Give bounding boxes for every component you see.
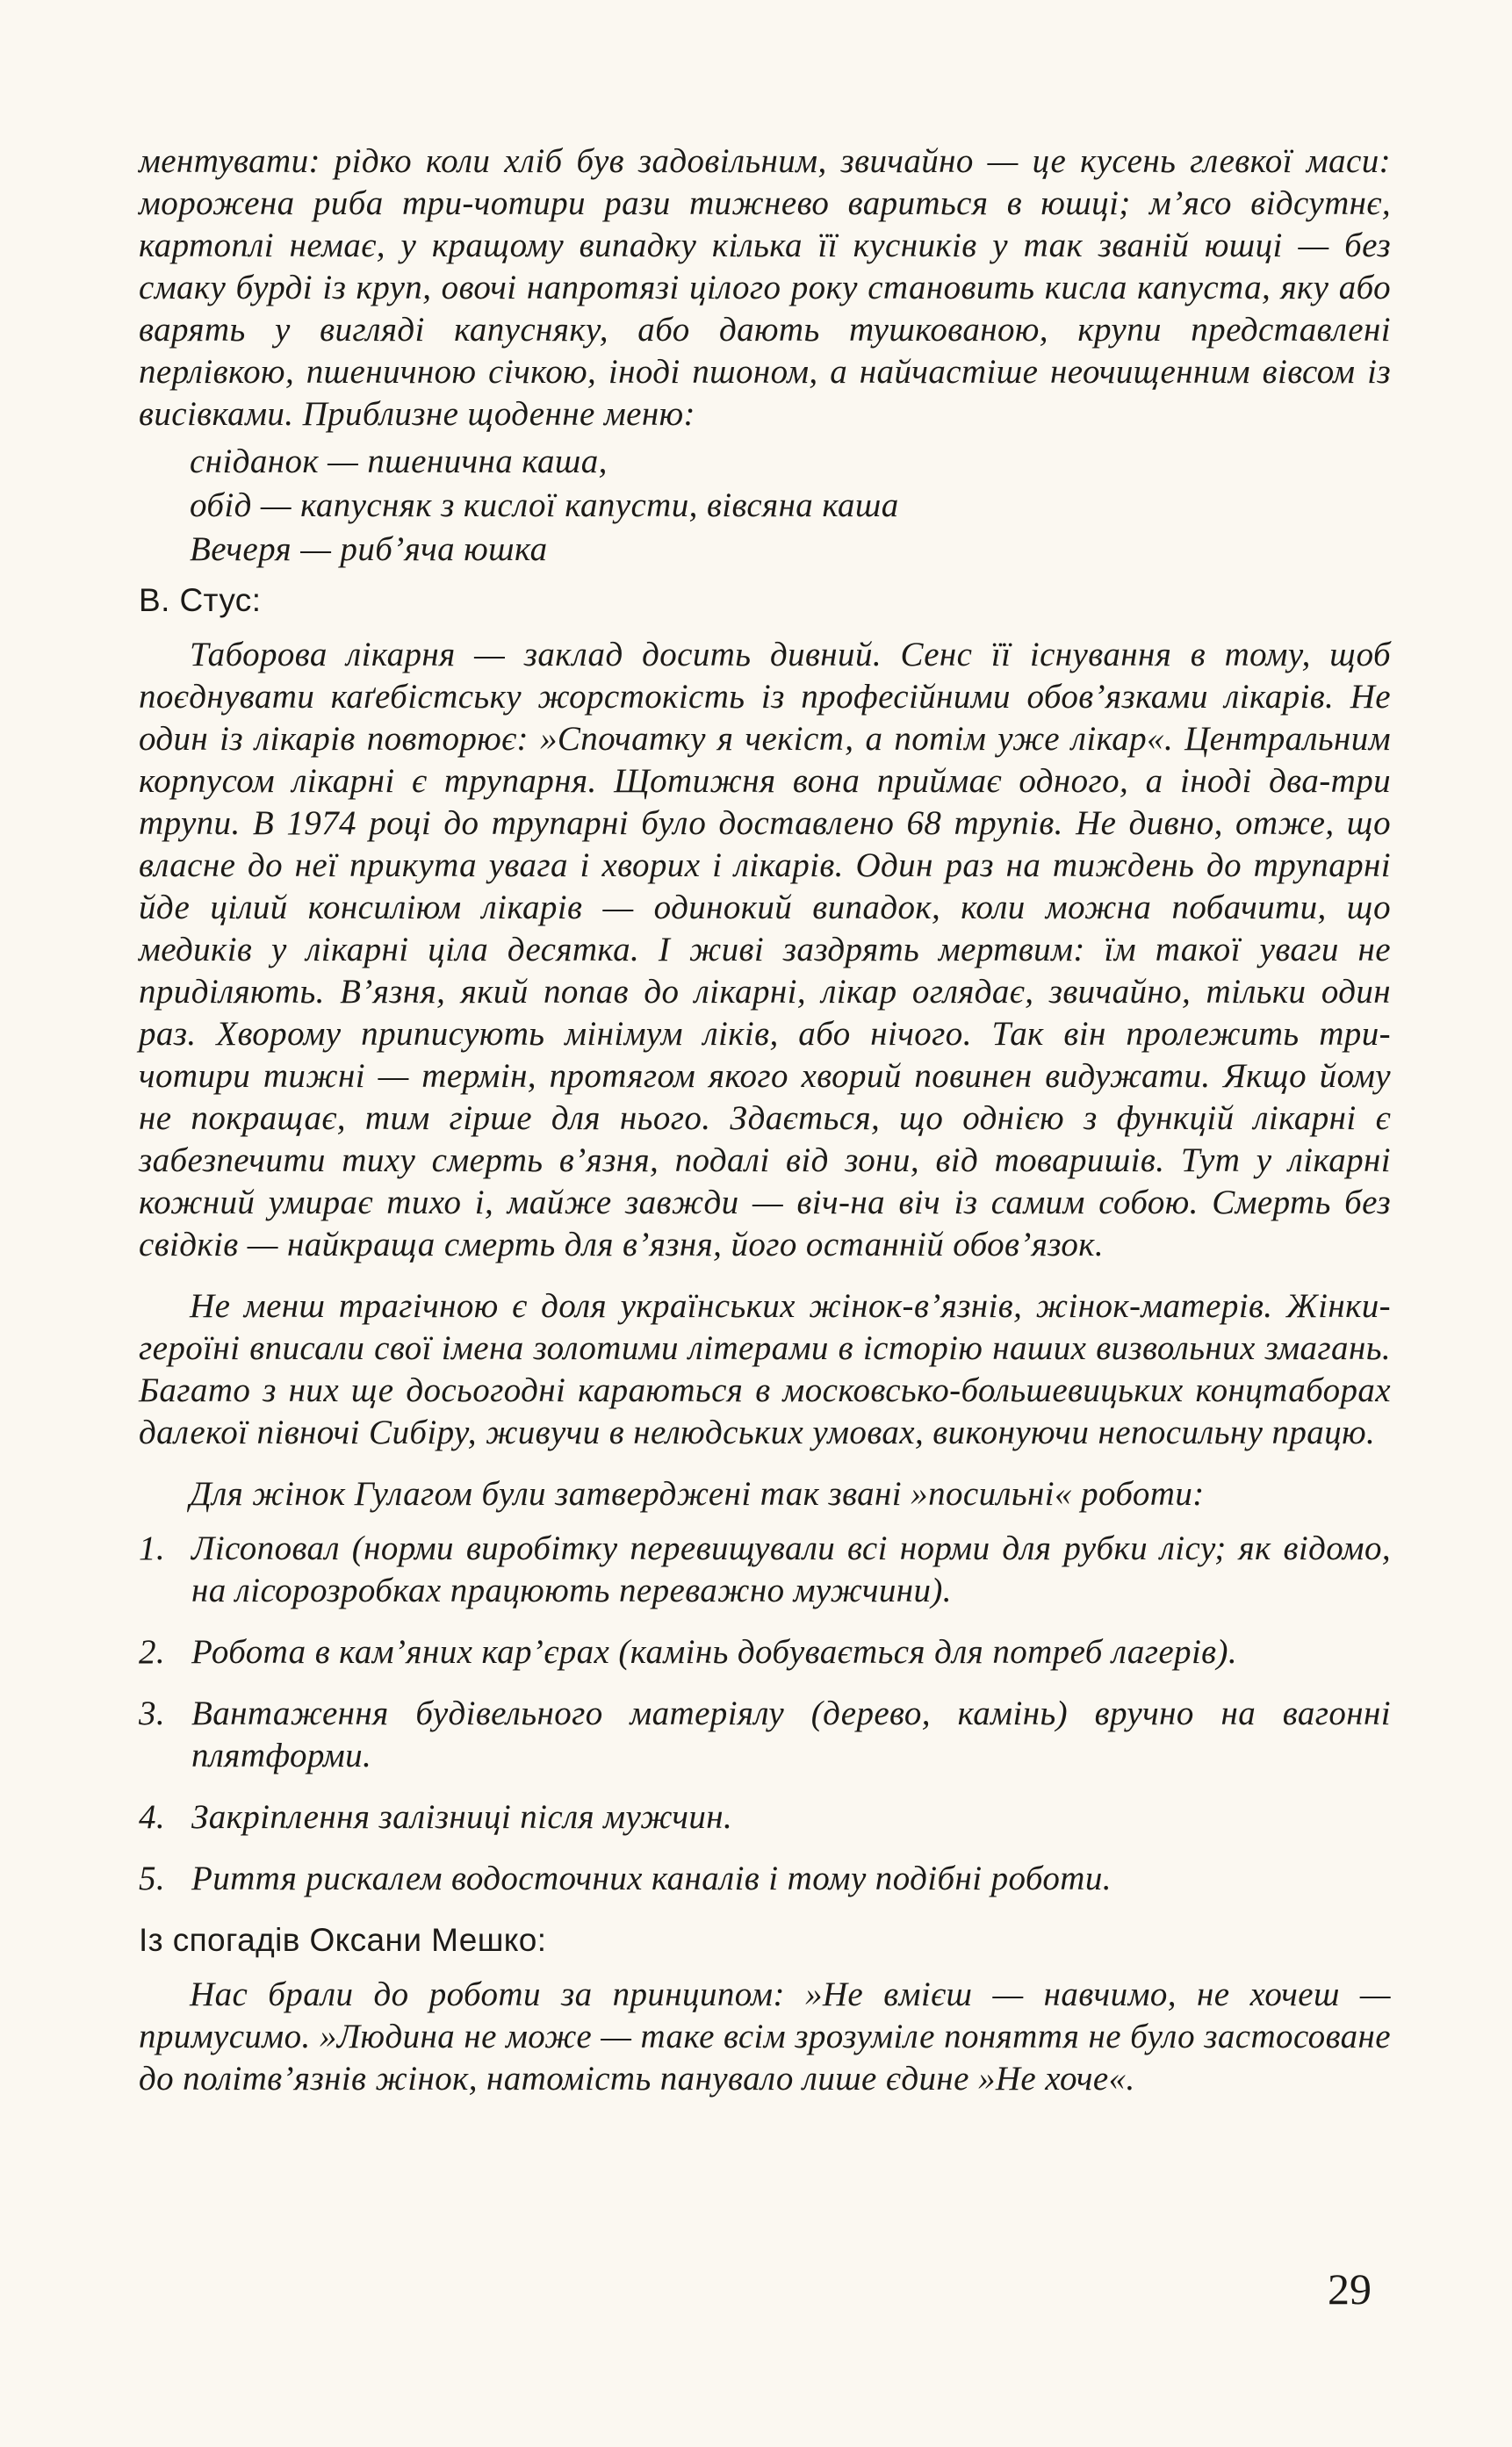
list-item-text: Риття рискалем водосточних каналів і тому подібні роботи. — [191, 1860, 1112, 1897]
list-item-text: Закріплення залізниці після мужчин. — [191, 1798, 733, 1836]
list-item — [139, 1796, 1391, 1839]
women-paragraph: Не менш трагічною є доля українських жінок-в’язнів, жінок-матерів. Жінки-героїні вписали свої імена золотими літерами в історію наших визвольних змагань. Багато з них ще досьогодні караються в московсько-большевицьких концтаборах далекої півночі Сибіру, живучи в нелюдських умовах, виконуючи непосильну працю. — [139, 1287, 1391, 1451]
stus-heading: В. Стус: — [139, 582, 262, 618]
list-item — [139, 1631, 1391, 1673]
labor-intro-paragraph: Для жінок Гулагом були затверджені так звані »посильні« роботи: — [190, 1475, 1205, 1513]
list-item — [139, 1693, 1391, 1777]
page-number: 29 — [1328, 2264, 1372, 2314]
list-item-text: Вантаження будівельного матеріялу (дерево, камінь) вручно на вагонні плятформи. — [191, 1695, 1391, 1774]
intro-paragraph: ментувати: рідко коли хліб був задовільним, звичайно — це кусень глевкої маси: морожена риба три-чотири рази тижнево вариться в юшці; м’ясо відсутнє, картоплі немає, у кращому випадку кілька її кусників у так званій юшці — без смаку бурді із круп, овочі напротязі цілого року становить кисла капуста, яку або варять у вигляді капусняку, або дають тушкованою, крупи представлені перлівкою, пшеничною січкою, іноді пшоном, а найчастіше неочищенним вівсом із висівками. Приблизне щоденне меню: — [139, 142, 1391, 433]
list-item-number: 4. — [139, 1798, 166, 1836]
list-item-number: 3. — [139, 1695, 166, 1732]
list-item-number: 5. — [139, 1860, 166, 1897]
meshko-quote: Нас брали до роботи за принципом: »Не вмієш — навчимо, не хочеш — примусимо. »Людина не може — таке всім зрозуміле поняття не було застосоване до політв’язнів жінок, натомість панувало лише єдине »Не хоче«. — [139, 1976, 1391, 2098]
list-item-text: Робота в кам’яних кар’єрах (камінь добувається для потреб лагерів). — [191, 1633, 1238, 1671]
list-item — [139, 1858, 1391, 1900]
meshko-heading: Із спогадів Оксани Мешко: — [139, 1922, 547, 1958]
menu-breakfast: сніданок — пшенична каша, — [190, 443, 608, 480]
list-item — [139, 1528, 1391, 1612]
menu-dinner: Вечеря — риб’яча юшка — [190, 530, 548, 568]
page-content — [139, 140, 1391, 2100]
list-item-number: 1. — [139, 1529, 166, 1567]
list-item-number: 2. — [139, 1633, 166, 1671]
list-item-text: Лісоповал (норми виробітку перевищували всі норми для рубки лісу; як відомо, на лісорозробках працюють переважно мужчини). — [191, 1529, 1391, 1609]
menu-lunch: обід — капусняк з кислої капусти, вівсяна каша — [190, 486, 899, 524]
daily-menu — [190, 441, 1391, 571]
labor-list — [139, 1528, 1391, 1900]
stus-quote: Таборова лікарня — заклад досить дивний. Сенс її існування в тому, щоб поєднувати каґебістську жорстокість із професійними обов’язками лікарів. Не один із лікарів повторює: »Спочатку я чекіст, а потім уже лікар«. Центральним корпусом лікарні є трупарня. Щотижня вона приймає одного, а іноді два-три трупи. В 1974 році до трупарні було доставлено 68 трупів. Не дивно, отже, що власне до неї прикута увага і хворих і лікарів. Один раз на тиждень до трупарні йде цілий консиліюм лікарів — одинокий випадок, коли можна побачити, що медиків у лікарні ціла десятка. І живі заздрять мертвим: їм такої уваги не приділяють. В’язня, який попав до лікарні, лікар оглядає, звичайно, тільки один раз. Хворому приписують мінімум ліків, або нічого. Так він пролежить три-чотири тижні — термін, протягом якого хворий повинен видужати. Якщо йому не покращає, тим гірше для нього. Здається, що однією з функцій лікарні є забезпечити тиху смерть в’язня, подалі від зони, від товаришів. Тут у лікарні кожний умирає тихо і, майже завжди — віч-на віч із самим собою. Смерть без свідків — найкраща смерть для в’язня, його останній обов’язок. — [139, 636, 1391, 1263]
